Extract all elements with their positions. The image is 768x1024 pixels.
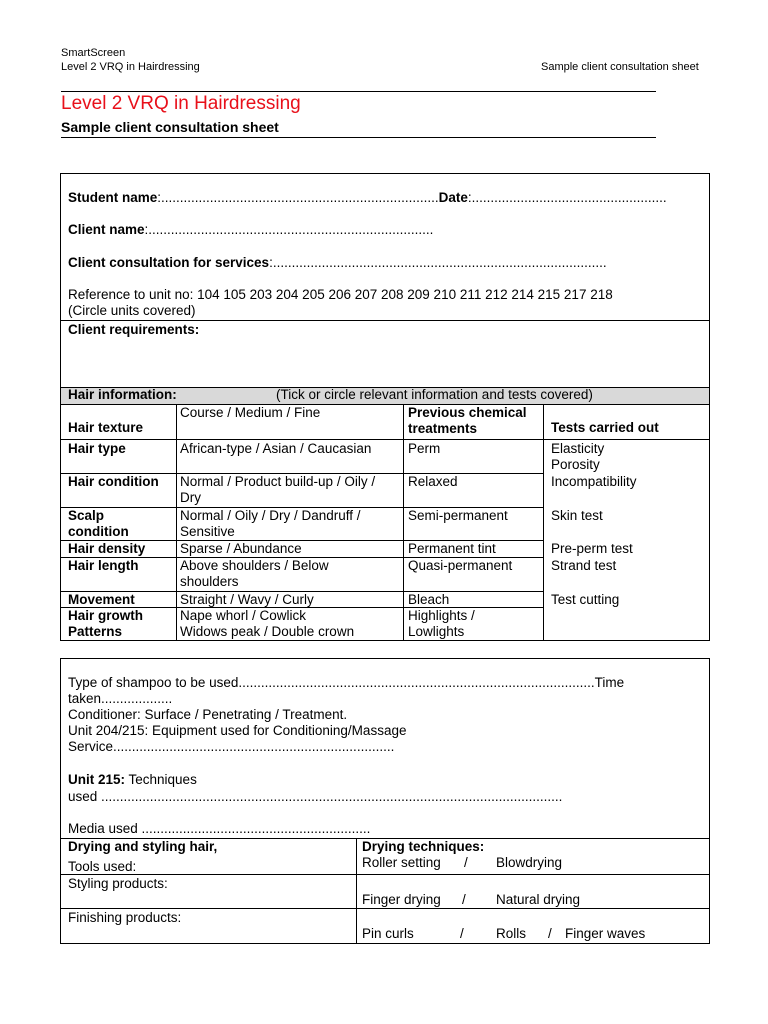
row-label: Hair density [68,541,146,556]
test-option[interactable]: Incompatibility [551,474,637,489]
row-label: condition [68,524,129,539]
separator-slash: / [462,892,466,907]
divider [60,320,710,321]
unit-215-label: Unit 215: [68,772,126,787]
techniques-used-field[interactable]: used ........................................................................................................................... [68,789,563,804]
test-option[interactable]: Pre-perm test [551,541,633,556]
finishing-products-field[interactable]: Finishing products: [68,910,182,925]
row-options[interactable]: African-type / Asian / Caucasian [180,441,372,456]
test-option[interactable]: Test cutting [551,592,620,607]
unit-215-row [68,772,197,789]
hair-info-label: Hair information: [68,387,177,402]
blowdrying-option[interactable]: Blowdrying [496,855,563,870]
client-requirements-label: Client requirements: [68,322,200,337]
conditioner-options[interactable]: Conditioner: Surface / Penetrating / Treatment. [68,707,348,722]
row-label: Hair condition [68,474,159,489]
circle-units-note: (Circle units covered) [68,303,196,318]
drying-techniques-label: Drying techniques: [362,839,485,854]
student-name-row [68,190,667,207]
chem-option[interactable]: Lowlights [408,624,465,639]
test-option[interactable]: Elasticity [551,441,605,456]
test-option[interactable]: Strand test [551,558,617,573]
chem-header-1: Previous chemical [408,405,527,420]
services-field[interactable]: :......................................................................................... [269,255,607,270]
test-option[interactable]: Skin test [551,508,603,523]
chem-option[interactable]: Semi-permanent [408,508,508,523]
chem-option[interactable]: Quasi-permanent [408,558,513,573]
row-label: Patterns [68,624,123,639]
row-options[interactable]: Straight / Wavy / Curly [180,592,314,607]
row-options[interactable]: shoulders [180,574,239,589]
row-label: Hair type [68,441,126,456]
tools-used-field[interactable]: Tools used: [68,859,137,874]
page-subtitle: Sample client consultation sheet [61,119,279,135]
drying-styling-label: Drying and styling hair, [68,839,218,854]
col-divider [356,838,357,944]
services-row [68,255,607,272]
chem-option[interactable]: Permanent tint [408,541,496,556]
org-name: SmartScreen [61,47,126,59]
unit-215-text: Techniques [125,772,197,787]
unit-reference-line[interactable]: Reference to unit no: 104 105 203 204 205 206 207 208 209 210 211 212 214 215 217 218 [68,287,613,302]
header-left [61,46,200,74]
row-label: Hair length [68,558,139,573]
client-name-label: Client name [68,222,145,237]
chem-header-2: treatments [408,421,478,436]
client-name-row [68,222,433,239]
row-options[interactable]: Sparse / Abundance [180,541,302,556]
rolls-option[interactable]: Rolls [496,926,527,941]
chem-option[interactable]: Perm [408,441,441,456]
hair-info-note: (Tick or circle relevant information and tests covered) [276,387,593,402]
row-options[interactable]: Dry [180,490,201,505]
separator-slash: / [548,926,552,941]
hair-texture-label: Hair texture [68,420,144,435]
chem-option[interactable]: Relaxed [408,474,458,489]
styling-products-field[interactable]: Styling products: [68,876,168,891]
row-options[interactable]: Above shoulders / Below [180,558,329,573]
roller-setting-option[interactable]: Roller setting [362,855,441,870]
row-label: Hair growth [68,608,144,623]
page-title: Level 2 VRQ in Hairdressing [61,93,301,114]
shampoo-field[interactable]: Type of shampoo to be used...............................................................................................Time [68,675,625,690]
divider [60,874,710,875]
client-name-field[interactable]: :............................................................................ [144,222,434,237]
separator-slash: / [460,926,464,941]
divider [60,404,710,405]
student-name-label: Student name [68,190,158,205]
unit-204-line: Unit 204/215: Equipment used for Conditioning/Massage [68,723,407,738]
time-taken-field[interactable]: taken................... [68,691,173,706]
row-options[interactable]: Normal / Oily / Dry / Dandruff / [180,508,361,523]
services-label: Client consultation for services [68,255,270,270]
separator-slash: / [464,855,468,870]
chem-option[interactable]: Highlights / [408,608,475,623]
tests-header: Tests carried out [551,420,659,435]
student-name-field[interactable]: :.......................................................................... [157,190,439,205]
row-options[interactable]: Nape whorl / Cowlick [180,608,307,623]
course-small: Level 2 VRQ in Hairdressing [61,61,200,73]
title-rule [61,137,656,138]
test-option[interactable]: Porosity [551,457,600,472]
natural-drying-option[interactable]: Natural drying [496,892,581,907]
service-field[interactable]: Service........................................................................... [68,739,395,754]
pin-curls-option[interactable]: Pin curls [362,926,414,941]
date-label: Date [438,190,468,205]
finger-drying-option[interactable]: Finger drying [362,892,441,907]
chem-option[interactable]: Bleach [408,592,450,607]
row-label: Scalp [68,508,105,523]
texture-options[interactable]: Course / Medium / Fine [180,405,321,420]
row-label: Movement [68,592,135,607]
date-field[interactable]: :.................................................... [467,190,667,205]
row-options[interactable]: Normal / Product build-up / Oily / [180,474,376,489]
media-used-field[interactable]: Media used ............................................................. [68,821,371,836]
doc-name-small: Sample client consultation sheet [541,61,699,73]
row-options[interactable]: Sensitive [180,524,235,539]
row-divider [60,439,710,440]
finger-waves-option[interactable]: Finger waves [565,926,646,941]
row-options[interactable]: Widows peak / Double crown [180,624,355,639]
